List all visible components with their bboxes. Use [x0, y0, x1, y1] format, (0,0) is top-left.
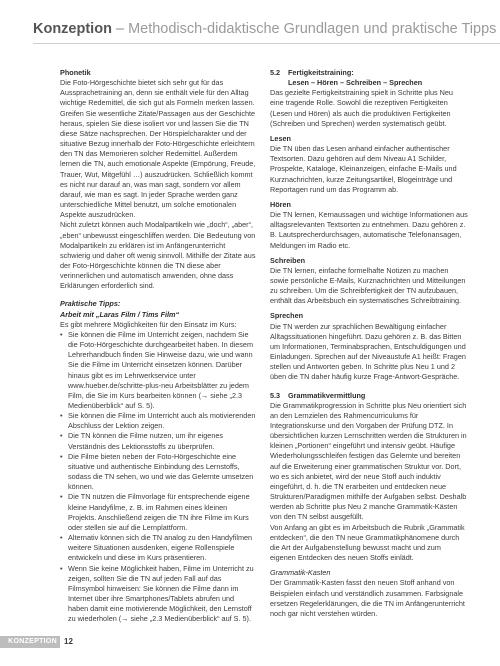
modalpartikel-paragraph: Nicht zuletzt können auch Modalpartikeln wie „doch“, „aber“, „eben“ unbewusst eingeschliffen werden. Die Bedeutung von Modalpartikeln zu erklären ist im Anfängerunterricht schwierig und daher oft wenig sinnvoll. Mithilfe der Zitate aus der Foto-Hörgeschichte können die TN diese aber verinnerlichen und automatisch anwenden, ohne dass Erklärungen erforderlich sind. [60, 220, 256, 291]
schreiben-heading: Schreiben [270, 255, 306, 265]
tipps-intro: Es gibt mehrere Möglichkeiten für den Einsatz im Kurs: [60, 319, 237, 329]
section-5-3-paragraph-2: Von Anfang an gibt es im Arbeitsbuch die Rubrik „Grammatik entdecken“, die den TN neue Grammatikphänomene durch die Art der Aufgabenstellung bewusst macht und zum eigenen Entdecken des neuen Stoffs einlädt. [270, 522, 465, 563]
list-item: • Die TN nutzen die Filmvorlage für entsprechende eigene kleine Handyfilme, z. B. im Rahmen eines kleinen Projekts. Anschließend zeigen die TN ihre Filme im Kurs oder stellen sie auf die Lernplattform. [60, 492, 256, 533]
right-column [270, 68, 468, 619]
footer-section-badge: KONZEPTION [0, 636, 60, 648]
list-item: • Sie können die Filme im Unterricht auch als motivierenden Abschluss der Lektion zeigen. [60, 411, 256, 431]
list-item: • Sie können die Filme im Unterricht zeigen, nachdem Sie die Foto-Hörgeschichte durchgearbeitet haben. In diesem Lehrerhandbuch finden Sie Hinweise dazu, wie und wann Sie die Filme im Unterricht einsetzen können. Darüber hinaus gibt es im Lehrwerkservice unter www.hueber.de/schritte-plus-neu Arbeitsblätter zu jedem Film, die Sie im Kurs bearbeiten können (→ siehe „2.3 Medienüberblick“ auf S. 5). [60, 330, 256, 411]
phonetik-heading: Phonetik [60, 68, 91, 77]
sprechen-paragraph: Die TN werden zur sprachlichen Bewältigung einfacher Alltagssituationen hingeführt. Dazu gehören z. B. das Bitten um Informationen, Terminabsprachen, Entschuldigungen und Einladungen. Sprechen auf der Niveaustufe A1 heißt: Fragen stellen und Antworten geben. In Schritte plus Neu 1 und 2 üben die TN daher häufig kurze Frage-Antwort-Gespräche. [270, 321, 466, 382]
section-title: Grammatikvermittlung [288, 390, 366, 400]
header-subtitle: Methodisch-didaktische Grundlagen und praktische Tipps [128, 21, 497, 37]
section-5-3-paragraph: Die Grammatikprogression in Schritte plus Neu orientiert sich an den Lernzielen des Rahmencurriculums für Integrationskurse und den Vorgaben der Prüfung DTZ. In übersichtlichen kurzen Lernschritten werden die Strukturen in kleinen „Portionen“ eingeführt und intensiv geübt. Häufige Wiederholungsschleifen festigen das Gelernte und bereiten auf die Erweiterung einer grammatischen Struktur vor. Dort, wo es sich anbietet, wird der neue Stoff auch induktiv eingeführt, d. h. die TN erarbeiten und entdecken neue Strukturen/Paradigmen mithilfe der Aufgaben selbst. Deshalb werden ab Schritte plus Neu 2 manche Grammatik-Kästen von den TN selbst ausgefüllt. [270, 400, 467, 522]
section-title: Fertigkeitstraining: [288, 68, 354, 77]
list-item: • Die TN können die Filme nutzen, um ihr eigenes Verständnis des Lektionsstoffs zu überprüfen. [60, 431, 256, 451]
schreiben-paragraph: Die TN lernen, einfache formelhafte Notizen zu machen sowie persönliche E-Mails, Kurznachrichten und Mitteilungen zu schreiben. Um die Schreibfertigkeit der TN aufzubauen, enthält das Arbeitsbuch ein systematisches Schreibtraining. [270, 265, 466, 306]
section-number: 5.2 [270, 68, 281, 77]
section-5-2-paragraph: Das gezielte Fertigkeitstraining spielt in Schritte plus Neu eine tragende Rolle. Sowohl die rezeptiven Fertigkeiten (Lesen und Hören) als auch die produktiven Fertigkeiten (Schreiben und Sprechen) werden systematisch geübt. [270, 88, 453, 128]
list-item: • Wenn Sie keine Möglichkeit haben, Filme im Unterricht zu zeigen, sollten Sie die TN auf jeden Fall auf das Filmsymbol hinweisen: Sie können die Filme dann im Internet über ihre Smartphones/Tablets abrufen und haben damit eine motivierende Möglichkeit, den Lernstoff zu wiederholen (→ siehe „2.3 Medienüberblick“ auf S. 5). [60, 564, 256, 625]
page-number: 12 [64, 637, 73, 646]
hoeren-heading: Hören [270, 199, 291, 209]
lesen-heading: Lesen [270, 133, 291, 143]
hoeren-paragraph: Die TN lernen, Kernaussagen und wichtige Informationen aus alltagsrelevanten Textsorten zu entnehmen. Dazu gehören z. B. Lautsprecherdurchsagen, automatische Telefonansagen, Meldungen im Radio etc. [270, 210, 468, 250]
tipps-heading: Praktische Tipps: [60, 299, 121, 309]
left-column [60, 68, 256, 624]
section-5-3-heading [270, 391, 468, 401]
kasten-heading: Grammatik-Kasten [270, 568, 331, 578]
header-divider [33, 43, 500, 44]
section-5-2-heading [270, 68, 468, 88]
section-title: Lesen – Hören – Schreiben – Sprechen [288, 78, 423, 88]
sprechen-heading: Sprechen [270, 311, 304, 321]
lesen-paragraph: Die TN üben das Lesen anhand einfacher authentischer Textsorten. Dazu gehören auf dem Niveau A1 Schilder, Prospekte, Kataloge, Kleinanzeigen, einfache E-Mails und Kurznachrichten, kurze Zeitungsartikel, Blogeinträge und Reportagen rund um das Programm ab. [270, 144, 457, 194]
page-header [33, 20, 497, 38]
list-item: • Alternativ können sich die TN analog zu den Handyfilmen weitere Situationen ausdenken, eigene Rollenspiele entwickeln und diese im Kurs präsentieren. [60, 533, 256, 563]
header-title: Konzeption [33, 21, 112, 37]
header-dash: – [111, 21, 129, 37]
tipps-subheading: Arbeit mit „Laras Film / Tims Film“ [60, 309, 180, 319]
section-number: 5.3 [270, 390, 281, 400]
list-item: • Die Filme bieten neben der Foto-Hörgeschichte eine situative und authentische Einbindung des Lernstoffs, sodass die TN sehen, wo und wie das Gelernte umsetzen können. [60, 452, 256, 493]
kasten-paragraph: Der Grammatik-Kasten fasst den neuen Stoff anhand von Beispielen einfach und verständlich zusammen. Farbsignale ersetzen Regelerklärungen, die die TN im Anfängerunterricht noch gar nicht verstehen würden. [270, 578, 465, 618]
tipps-list [60, 330, 256, 625]
phonetik-paragraph: Die Foto-Hörgeschichte bietet sich sehr gut für das Aussprachetraining an, denn sie enthält viele für den Alltag wichtige Redemittel, die sich gut als Formeln merken lassen. Greifen Sie wesentliche Zitate/Passagen aus der Geschichte heraus, spielen Sie diese isoliert vor und lassen Sie die TN diese Sätze nachsprechen. Der Hörspielcharakter und der situative Bezug innerhalb der Foto-Hörgeschichte erleichtern den TN das Memorieren solcher Redemittel. Außerdem lernen die TN, auch emotionale Aspekte (Empörung, Freude, Trauer, Wut, Mitgefühl …) auszudrücken. Schließlich kommt es nicht nur darauf an, was man sagt, sondern vor allem darauf, wie man es sagt. In jeder Sprache werden ganz unterschiedliche Mittel benutzt, um solche emotionalen Aspekte auszudrücken. [60, 78, 256, 220]
